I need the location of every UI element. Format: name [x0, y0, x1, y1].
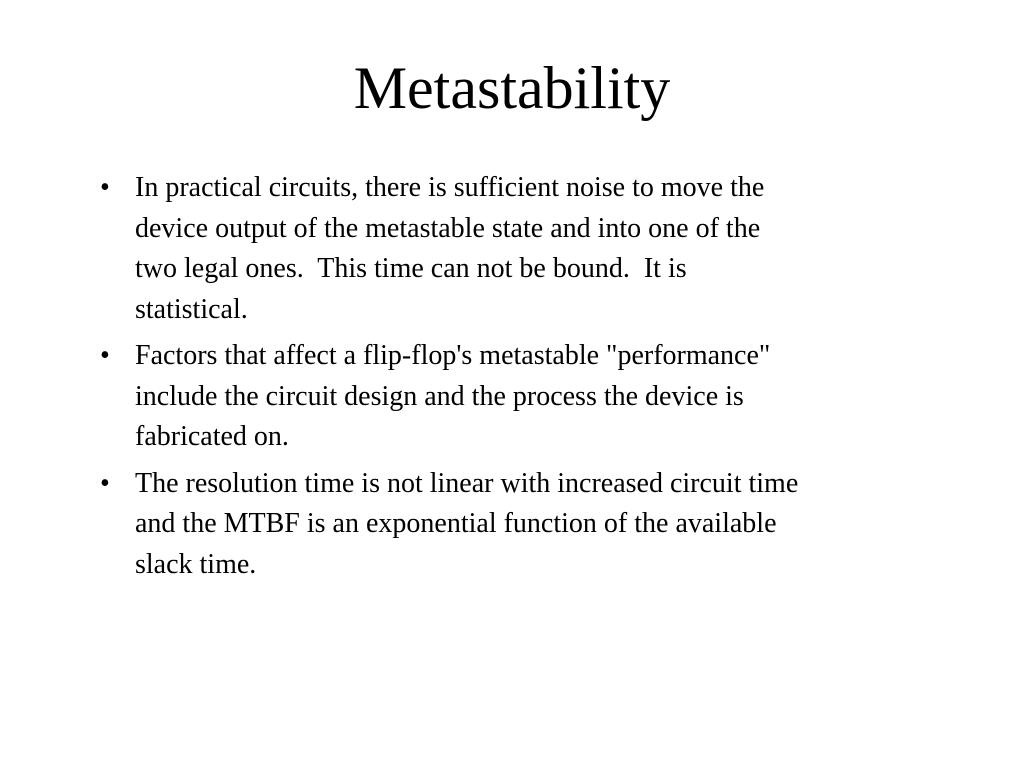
- bullet-marker: •: [100, 340, 110, 371]
- bullet-line: slack time.: [135, 548, 257, 580]
- bullet-item-2: [100, 336, 960, 458]
- bullet-line: device output of the metastable state and into one of the: [135, 212, 761, 244]
- bullet-line: fabricated on.: [135, 421, 289, 452]
- bullet-line: Factors that affect a flip-flop's metastable "performance": [135, 340, 771, 371]
- bullet-line: statistical.: [135, 293, 248, 325]
- slide-title: Metastability: [353, 55, 671, 121]
- bullet-line: In practical circuits, there is sufficient noise to move the: [135, 172, 765, 203]
- bullet-marker: •: [100, 172, 110, 203]
- bullet-line: two legal ones. This time can not be bound. It is: [135, 253, 687, 284]
- bullet-item-1: [100, 168, 960, 330]
- bullet-line: include the circuit design and the process the device is: [135, 380, 744, 412]
- bullet-list: [100, 168, 960, 591]
- bullet-item-3: [100, 464, 960, 586]
- bullet-line: and the MTBF is an exponential function of the available: [135, 508, 777, 539]
- bullet-marker: •: [100, 467, 110, 499]
- bullet-line: The resolution time is not linear with increased circuit time: [135, 467, 799, 499]
